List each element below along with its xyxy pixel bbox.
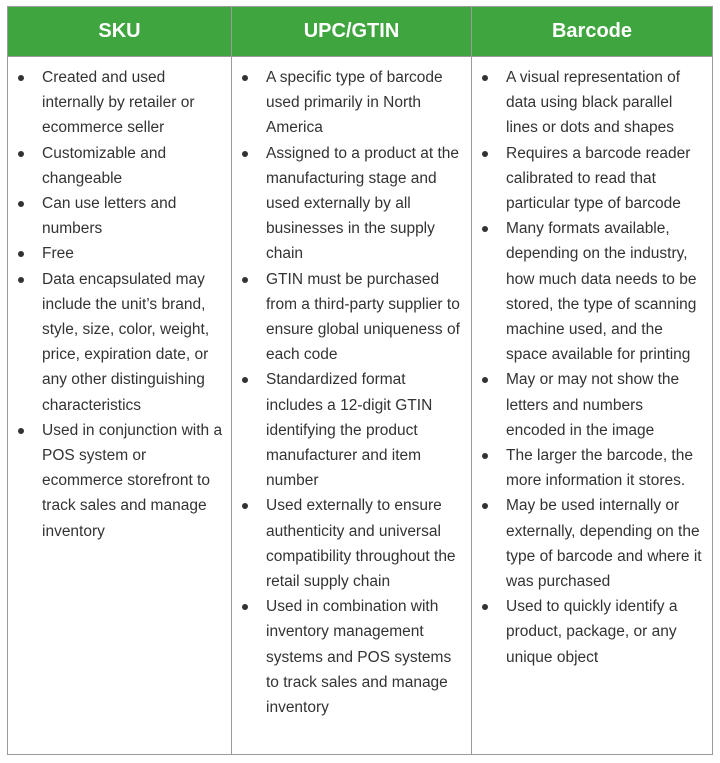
list-item: Free: [14, 241, 225, 266]
list-item: Used to quickly identify a product, package, or any unique object: [478, 594, 706, 670]
header-barcode: Barcode: [472, 7, 712, 57]
list-item: Used externally to ensure authenticity and universal compatibility throughout the retail supply chain: [238, 493, 465, 594]
list-item: Data encapsulated may include the unit’s brand, style, size, color, weight, price, expiration date, or any other distinguishing characteristics: [14, 267, 225, 418]
header-sku: SKU: [8, 7, 232, 57]
list-item: The larger the barcode, the more information it stores.: [478, 443, 706, 493]
comparison-table: [7, 6, 713, 755]
column-sku: [8, 57, 232, 754]
list-item: Used in combination with inventory management systems and POS systems to track sales and manage inventory: [238, 594, 465, 720]
list-item: Used in conjunction with a POS system or ecommerce storefront to track sales and manage inventory: [14, 418, 225, 544]
list-item: A specific type of barcode used primarily in North America: [238, 65, 465, 141]
list-item: May or may not show the letters and numbers encoded in the image: [478, 367, 706, 443]
list-item: Can use letters and numbers: [14, 191, 225, 241]
list-item: Assigned to a product at the manufacturing stage and used externally by all businesses in the supply chain: [238, 141, 465, 267]
list-item: Standardized format includes a 12-digit GTIN identifying the product manufacturer and item number: [238, 367, 465, 493]
list-item: A visual representation of data using black parallel lines or dots and shapes: [478, 65, 706, 141]
column-barcode: [472, 57, 712, 754]
list-item: Created and used internally by retailer or ecommerce seller: [14, 65, 225, 141]
barcode-list: [478, 65, 706, 670]
list-item: Many formats available, depending on the industry, how much data needs to be stored, the type of scanning machine used, and the space available for printing: [478, 216, 706, 367]
list-item: GTIN must be purchased from a third-party supplier to ensure global uniqueness of each code: [238, 267, 465, 368]
header-upc-gtin: UPC/GTIN: [232, 7, 472, 57]
upc-gtin-list: [238, 65, 465, 720]
list-item: Customizable and changeable: [14, 141, 225, 191]
sku-list: [14, 65, 225, 544]
list-item: Requires a barcode reader calibrated to read that particular type of barcode: [478, 141, 706, 217]
column-upc-gtin: [232, 57, 472, 754]
list-item: May be used internally or externally, depending on the type of barcode and where it was purchased: [478, 493, 706, 594]
